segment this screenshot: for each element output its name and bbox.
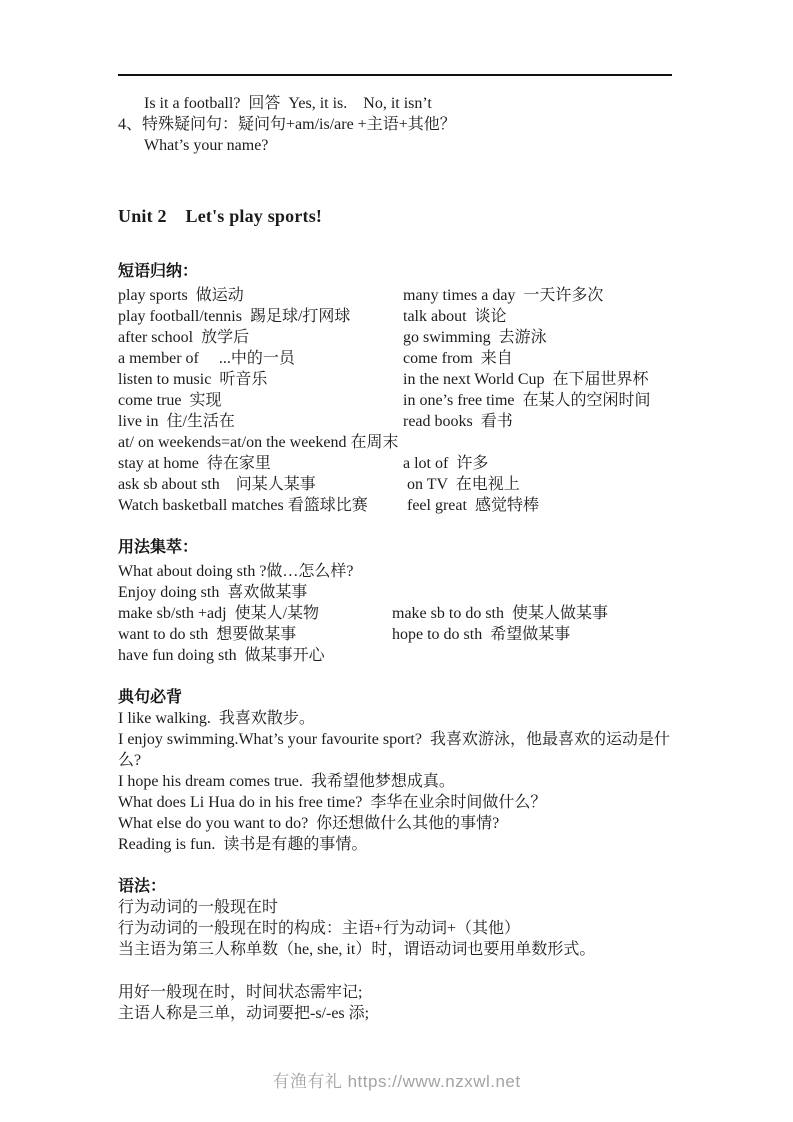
usage-item: want to do sth 想要做某事: [118, 626, 297, 643]
usage-list: [118, 561, 672, 666]
phrase-item: many times a day 一天许多次: [403, 287, 604, 304]
phrase-item: come from 来自: [403, 350, 513, 367]
previous-unit-notes: [118, 93, 672, 156]
sentence-line: I like walking. 我喜欢散步。: [118, 710, 315, 727]
phrase-item: play sports 做运动: [118, 287, 244, 304]
phrase-item: in the next World Cup 在下届世界杯: [403, 371, 649, 388]
top-divider-line: [118, 74, 672, 76]
phrase-item: play football/tennis 踢足球/打网球: [118, 308, 351, 325]
phrase-item: a lot of 许多: [403, 455, 489, 472]
usage-item: have fun doing sth 做某事开心: [118, 647, 325, 664]
grammar-line: 行为动词的一般现在时的构成：主语+行为动词+（其他）: [118, 920, 521, 937]
usage-item: [392, 582, 672, 603]
phrase-item: go swimming 去游泳: [403, 329, 547, 346]
note-line: Is it a football? 回答 Yes, it is. No, it isn’t: [144, 95, 432, 112]
usage-item: [392, 645, 672, 666]
grammar-line: 行为动词的一般现在时: [118, 899, 279, 916]
phrase-item: [403, 432, 672, 453]
usage-item: make sb/sth +adj 使某人/某物: [118, 605, 320, 622]
usage-item: Enjoy doing sth 喜欢做某事: [118, 584, 308, 601]
sentence-line: I hope his dream comes true. 我希望他梦想成真。: [118, 773, 455, 790]
phrase-item: a member of ...中的一员: [118, 350, 295, 367]
phrase-row: [118, 411, 672, 432]
usage-row: [118, 561, 672, 582]
phrase-row: [118, 495, 672, 516]
usage-item: hope to do sth 希望做某事: [392, 626, 571, 643]
usage-row: [118, 603, 672, 624]
usage-item: make sb to do sth 使某人做某事: [392, 605, 608, 622]
grammar-paragraph: [118, 897, 672, 960]
phrase-row: [118, 369, 672, 390]
sentence-line: What does Li Hua do in his free time? 李华在业余时间做什么？: [118, 794, 547, 811]
usage-item: [392, 561, 672, 582]
phrase-row: [118, 327, 672, 348]
phrase-item: stay at home 待在家里: [118, 455, 271, 472]
phrase-item: in one’s free time 在某人的空闲时间: [403, 392, 651, 409]
phrase-item: on TV 在电视上: [403, 476, 520, 493]
usage-row: [118, 624, 672, 645]
section-heading-grammar: 语法：: [118, 876, 167, 895]
blank-line: [118, 960, 672, 981]
grammar-line: 用好一般现在时，时间状态需牢记;: [118, 984, 363, 1001]
section-heading-sentences: 典句必背: [118, 687, 183, 706]
phrase-row: [118, 474, 672, 495]
note-line: What’s your name?: [144, 137, 269, 154]
sentence-line: Reading is fun. 读书是有趣的事情。: [118, 836, 368, 853]
phrase-item: at/ on weekends=at/on the weekend 在周末: [118, 434, 399, 451]
phrase-item: come true 实现: [118, 392, 222, 409]
usage-row: [118, 582, 672, 603]
phrase-item: after school 放学后: [118, 329, 250, 346]
phrase-item: ask sb about sth 问某人某事: [118, 476, 316, 493]
grammar-line: 当主语为第三人称单数（he, she, it）时，谓语动词也要用单数形式。: [118, 941, 596, 958]
section-heading-phrases: 短语归纳：: [118, 261, 199, 280]
phrase-item: feel great 感觉特棒: [403, 497, 539, 514]
phrase-list: [118, 285, 672, 516]
grammar-line: 主语人称是三单，动词要把-s/-es 添;: [118, 1005, 370, 1022]
phrase-row: [118, 306, 672, 327]
phrase-item: live in 住/生活在: [118, 413, 235, 430]
phrase-row: [118, 432, 672, 453]
watermark-footer: 有渔有礼 https://www.nzxwl.net: [272, 1072, 521, 1091]
document-content: [0, 74, 672, 1024]
grammar-rhyme: [118, 982, 672, 1024]
usage-row: [118, 645, 672, 666]
phrase-item: read books 看书: [403, 413, 513, 430]
sentence-list: [118, 708, 672, 855]
phrase-item: Watch basketball matches 看篮球比赛: [118, 497, 368, 514]
phrase-item: talk about 谈论: [403, 308, 507, 325]
note-line: 4、特殊疑问句：疑问句+am/is/are +主语+其他？: [118, 116, 456, 133]
sentence-line: What else do you want to do? 你还想做什么其他的事情?: [118, 815, 500, 832]
sentence-line: I enjoy swimming.What’s your favourite sport? 我喜欢游泳，他最喜欢的运动是什么?: [118, 731, 670, 769]
phrase-row: [118, 453, 672, 474]
phrase-row: [118, 390, 672, 411]
section-heading-usage: 用法集萃：: [118, 537, 199, 556]
phrase-row: [118, 348, 672, 369]
phrase-row: [118, 285, 672, 306]
usage-item: What about doing sth ?做…怎么样?: [118, 563, 354, 580]
unit-title: Unit 2 Let's play sports!: [118, 206, 323, 226]
phrase-item: listen to music 听音乐: [118, 371, 268, 388]
